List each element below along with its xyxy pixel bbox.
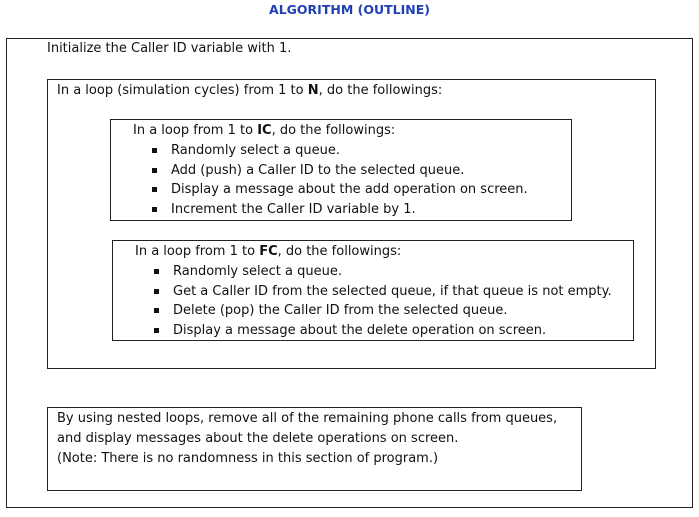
fc-loop-header: [135, 242, 401, 261]
list-item: Randomly select a queue.: [149, 262, 612, 282]
ic-loop-var: IC: [257, 123, 272, 138]
ic-loop-suffix: , do the followings:: [271, 123, 396, 138]
final-line: By using nested loops, remove all of the remaining phone calls from queues,: [57, 411, 558, 426]
final-cleanup-box: [47, 407, 582, 491]
fc-loop-prefix: In a loop from 1 to: [135, 244, 260, 259]
simulation-loop-header: [57, 81, 442, 100]
final-line: and display messages about the delete operations on screen.: [57, 431, 459, 446]
fc-loop-var: FC: [259, 244, 278, 259]
list-item: Get a Caller ID from the selected queue, if that queue is not empty.: [149, 282, 612, 302]
simulation-loop-prefix: In a loop (simulation cycles) from 1 to: [57, 83, 308, 98]
fc-loop-suffix: , do the followings:: [277, 244, 402, 259]
final-note: (Note: There is no randomness in this section of program.): [57, 451, 439, 466]
list-item: Increment the Caller ID variable by 1.: [147, 200, 528, 220]
list-item: Randomly select a queue.: [147, 141, 528, 161]
ic-loop-header: [133, 121, 395, 140]
simulation-loop-var: N: [307, 83, 319, 98]
algorithm-title: ALGORITHM (OUTLINE): [269, 2, 430, 17]
list-item: Display a message about the add operation on screen.: [147, 180, 528, 200]
list-item: Delete (pop) the Caller ID from the selected queue.: [149, 301, 612, 321]
list-item: Display a message about the delete operation on screen.: [149, 321, 612, 341]
fc-steps-list: [149, 262, 612, 340]
ic-loop-box: [110, 119, 572, 221]
list-item: Add (push) a Caller ID to the selected queue.: [147, 161, 528, 181]
ic-loop-prefix: In a loop from 1 to: [133, 123, 258, 138]
fc-loop-box: [112, 240, 634, 341]
init-line: Initialize the Caller ID variable with 1.: [47, 41, 292, 56]
simulation-loop-suffix: , do the followings:: [318, 83, 443, 98]
ic-steps-list: [147, 141, 528, 219]
